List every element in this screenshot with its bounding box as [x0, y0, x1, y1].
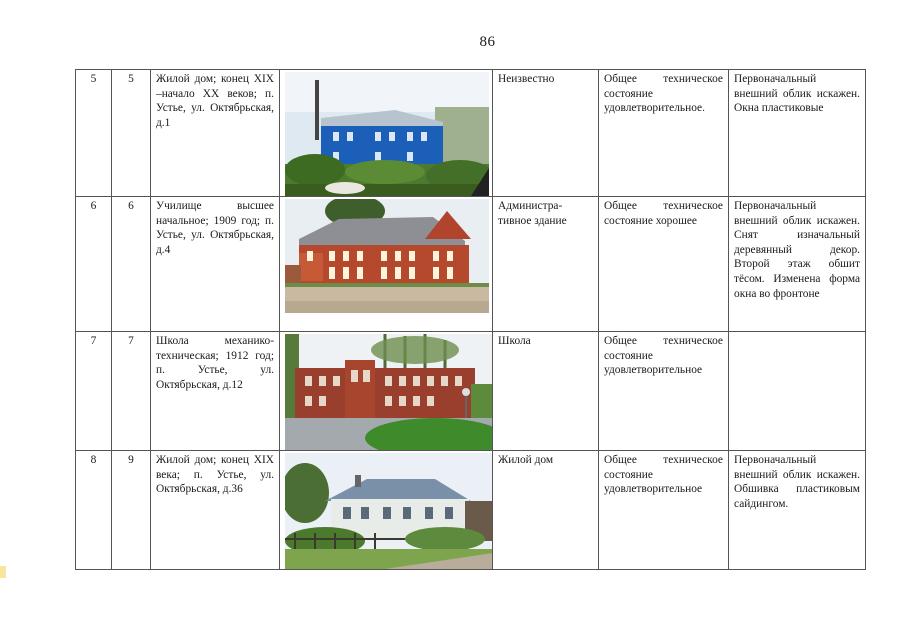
photo-cell	[280, 197, 493, 332]
condition-cell: Общее техническое состояние удовлетворительное	[599, 332, 729, 451]
table-row	[76, 451, 866, 570]
object-description-cell: Жилой дом; конец XIX века; п. Устье, ул. Октябрьская, д.36	[151, 451, 280, 570]
object-description-cell: Школа механико-техническая; 1912 год; п. Устье, ул. Октябрьская, д.12	[151, 332, 280, 451]
white-siding-house-photo	[285, 453, 493, 569]
table-row	[76, 70, 866, 197]
object-description-cell: Жилой дом; конец XIX –начало XX веков; п. Устье, ул. Октябрьская, д.1	[151, 70, 280, 197]
table-row	[76, 197, 866, 332]
condition-cell: Общее техническое состояние удовлетворительное	[599, 451, 729, 570]
row-number-cell: 7	[76, 332, 112, 451]
object-number-cell: 5	[112, 70, 151, 197]
row-number-cell: 6	[76, 197, 112, 332]
object-description-cell: Училище высшее начальное; 1909 год; п. Устье, ул. Октябрьская, д.4	[151, 197, 280, 332]
photo-cell	[280, 70, 493, 197]
note-cell	[729, 332, 866, 451]
note-cell: Первоначальный внешний облик искажен. Окна пластиковые	[729, 70, 866, 197]
brick-school-building-photo	[285, 334, 493, 450]
row-number-cell: 5	[76, 70, 112, 197]
current-use-cell: Неизвестно	[493, 70, 599, 197]
current-use-cell: Школа	[493, 332, 599, 451]
blue-wooden-house-photo	[285, 72, 489, 196]
condition-cell: Общее техническое состояние хорошее	[599, 197, 729, 332]
photo-cell	[280, 451, 493, 570]
red-two-story-school-photo	[285, 199, 489, 313]
object-number-cell: 6	[112, 197, 151, 332]
note-cell: Первоначальный внешний облик искажен. Обшивка пластиковым сайдингом.	[729, 451, 866, 570]
row-number-cell: 8	[76, 451, 112, 570]
current-use-cell: Жилой дом	[493, 451, 599, 570]
photo-cell	[280, 332, 493, 451]
margin-scan-mark	[0, 566, 6, 578]
table-row	[76, 332, 866, 451]
condition-cell: Общее техническое состояние удовлетворительное.	[599, 70, 729, 197]
current-use-cell: Администра-тивное здание	[493, 197, 599, 332]
note-cell: Первоначальный внешний облик искажен. Снят изначальный деревянный декор. Второй этаж обшит тёсом. Изменена форма окна во фронтоне	[729, 197, 866, 332]
object-number-cell: 9	[112, 451, 151, 570]
page-number: 86	[479, 34, 496, 50]
heritage-register-table	[75, 69, 866, 570]
object-number-cell: 7	[112, 332, 151, 451]
